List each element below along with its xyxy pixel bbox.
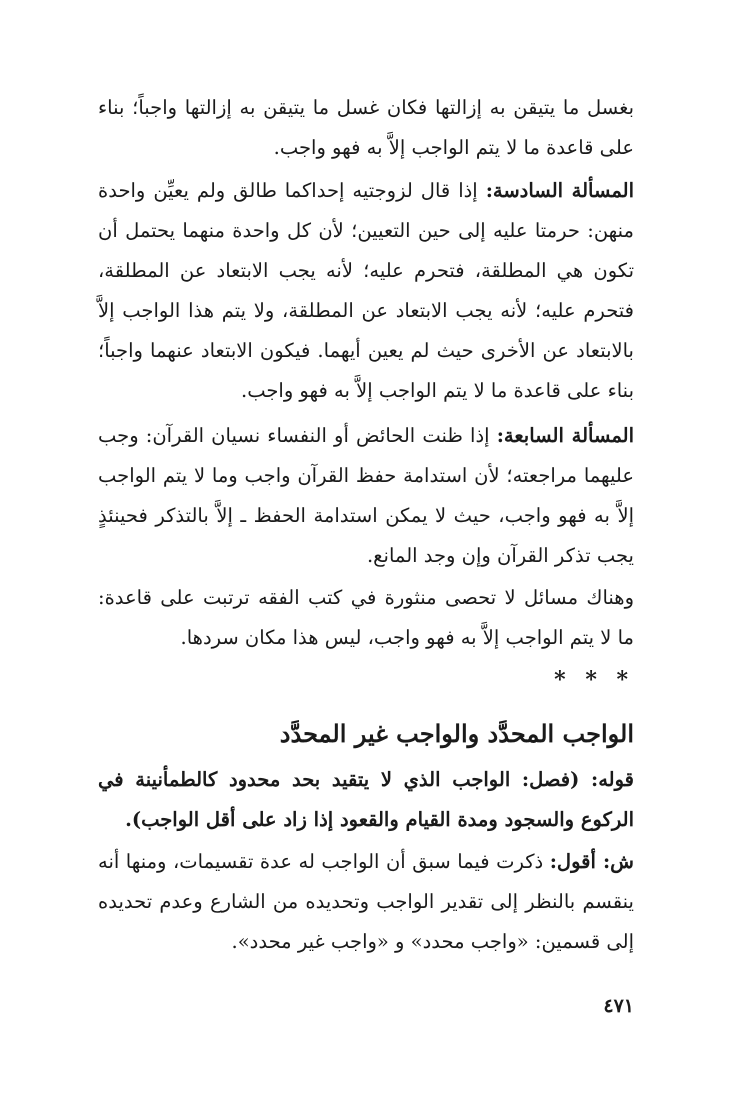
paragraph-commentary xyxy=(98,842,634,962)
paragraph-text: إذا قال لزوجتيه إحداكما طالق ولم يعيِّن واحدة منهن: حرمتا عليه إلى حين التعيين؛ لأن كل واحدة منهما يحتمل أن تكون هي المطلقة، فتحرم عليه؛ لأنه يجب الابتعاد عن المطلقة، فتحرم عليه؛ لأنه يجب الابتعاد عن المطلقة، ولا يتم هذا الواجب إلاَّ بالابتعاد عن الأخرى حيث لم يعين أيهما. فيكون الابتعاد عنهما واجباً؛ بناء على قاعدة ما لا يتم الواجب إلاَّ به فهو واجب. xyxy=(98,179,634,402)
page-number: ٤٧١ xyxy=(603,995,634,1017)
book-page xyxy=(98,0,634,1105)
paragraph-text: قوله: (فصل: الواجب الذي لا يتقيد بحد محدود كالطمأنينة في الركوع والسجود ومدة القيام والقعود إذا زاد على أقل الواجب). xyxy=(98,768,634,831)
paragraph-rinsing-rule xyxy=(98,88,634,168)
paragraph-seventh-issue xyxy=(98,416,634,576)
section-heading: الواجب المحدَّد والواجب غير المحدَّد xyxy=(279,719,634,748)
paragraph-text: إذا ظنت الحائض أو النفساء نسيان القرآن: وجب عليهما مراجعته؛ لأن استدامة حفظ القرآن واجب وما لا يتم الواجب إلاَّ به فهو واجب، حيث لا يمكن استدامة الحفظ ـ إلاَّ بالتذكر فحينئذٍ يجب تذكر القرآن وإن وجد المانع. xyxy=(98,424,634,567)
section-separator: * * * xyxy=(554,667,634,693)
paragraph-quoted-text xyxy=(98,760,634,840)
paragraph-text: وهناك مسائل لا تحصى منثورة في كتب الفقه ترتبت على قاعدة: ما لا يتم الواجب إلاَّ به فهو واجب، ليس هذا مكان سردها. xyxy=(98,586,634,649)
paragraph-other-issues xyxy=(98,578,634,658)
paragraph-sixth-issue xyxy=(98,171,634,411)
paragraph-text: بغسل ما يتيقن به إزالتها فكان غسل ما يتيقن به إزالتها واجباً؛ بناء على قاعدة ما لا يتم الواجب إلاَّ به فهو واجب. xyxy=(98,96,634,159)
paragraph-text: ذكرت فيما سبق أن الواجب له عدة تقسيمات، ومنها أنه ينقسم بالنظر إلى تقدير الواجب وتحديده من الشارع وعدم تحديده إلى قسمين: «واجب محدد» و «واجب غير محدد». xyxy=(98,850,634,953)
issue-title: المسألة السادسة: xyxy=(485,179,634,202)
issue-title: المسألة السابعة: xyxy=(496,424,634,447)
commentary-marker: ش: أقول: xyxy=(549,850,634,873)
